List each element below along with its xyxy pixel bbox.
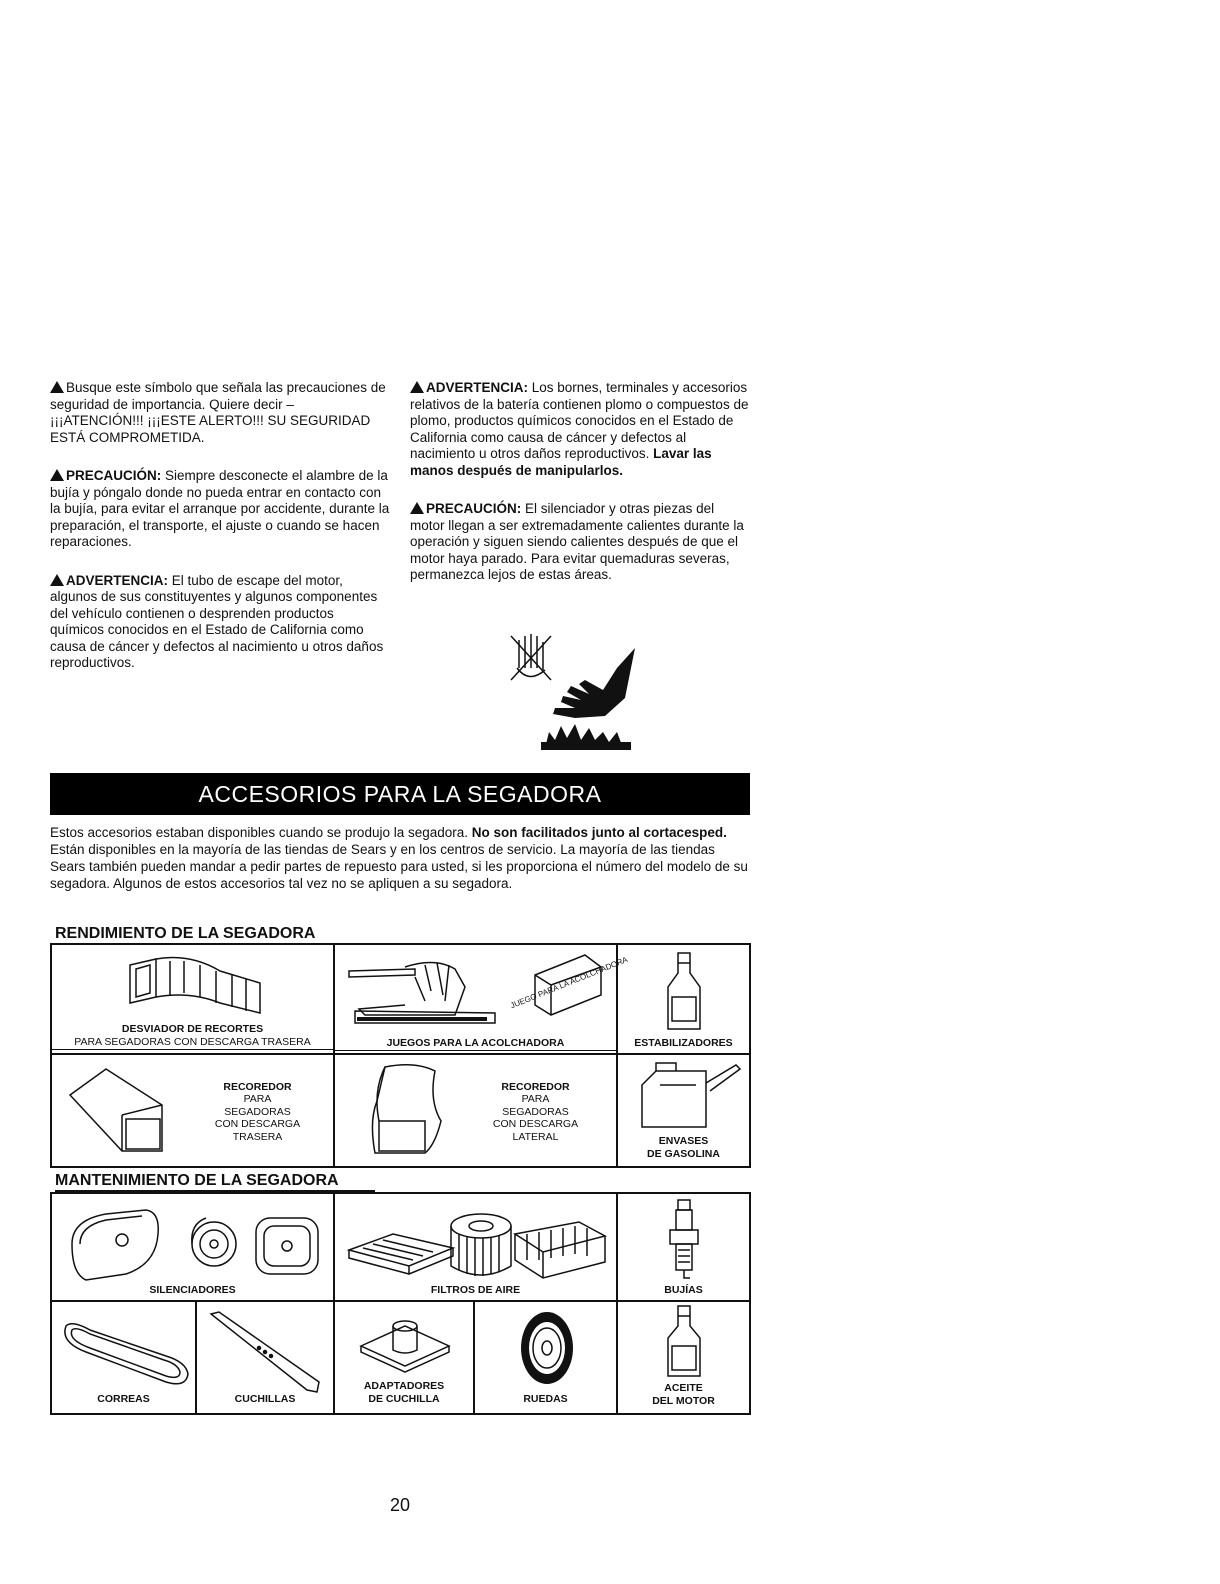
wheel-icon	[517, 1308, 577, 1388]
rear-bagger-label-2: PARA	[243, 1093, 272, 1105]
accessories-intro: Estos accesorios estaban disponibles cuando se produjo la segadora. No son facilitados junto al cortacesped. Están disponibles en la mayoría de las tiendas de Sears y en los centros de servicio. La mayoría de las tiendas Sears también pueden mandar a pedir partes de repuesto para usted, si les proporciona el número del modelo de su segadora. Algunos de estos accesorios tal vez no se apliquen a su segadora.	[50, 825, 748, 891]
maintenance-grid	[50, 1192, 751, 1415]
deflector-label-1: DESVIADOR DE RECORTES	[121, 1023, 264, 1035]
rear-bagger-label-1: RECOREDOR	[223, 1081, 292, 1093]
cell-mulching-kit	[335, 945, 630, 1055]
gas-cans-label-2: DE GASOLINA	[647, 1148, 720, 1160]
warning-triangle-icon	[410, 381, 424, 393]
rear-bagger-icon	[66, 1065, 186, 1157]
gas-can-icon	[636, 1059, 746, 1131]
deflector-icon	[120, 951, 270, 1019]
side-bagger-icon	[365, 1061, 455, 1159]
warning-triangle-icon	[50, 381, 64, 393]
maintenance-section-title: MANTENIMIENTO DE LA SEGADORA	[55, 1172, 375, 1192]
performance-grid	[50, 943, 751, 1168]
warning-triangle-icon	[50, 469, 64, 481]
caution-spark-plug: PRECAUCIÓN: Siempre desconecte el alambre de la bujía y póngalo donde no pueda entrar en contacto con la bujía, para evitar el arranque por accidente, durante la preparación, el transporte, el ajuste o cuando se hacen reparaciones.	[50, 468, 390, 549]
blade-adapter-icon	[357, 1310, 453, 1374]
blade-adapters-label-2: DE CUCHILLA	[368, 1393, 440, 1405]
blades-label: CUCHILLAS	[234, 1393, 296, 1405]
stabilizers-label: ESTABILIZADORES	[634, 1037, 733, 1049]
mulch-kit-underline	[335, 1050, 616, 1051]
engine-oil-label-1: ACEITE	[664, 1382, 703, 1394]
cell-air-filters	[335, 1194, 618, 1302]
rear-bagger-label-4: CON DESCARGA	[214, 1118, 301, 1130]
blade-icon	[207, 1308, 327, 1394]
warning-triangle-icon	[410, 502, 424, 514]
cell-clipping-deflector	[52, 945, 335, 1055]
safety-symbol-note: Busque este símbolo que señala las precauciones de seguridad de importancia. Quiere decir – ¡¡¡ATENCIÓN!!! ¡¡¡ESTE ALERTO!!! SU SEGURIDAD ESTÁ COMPROMETIDA.	[50, 380, 386, 445]
mulch-kit-label: JUEGOS PARA LA ACOLCHADORA	[386, 1037, 565, 1049]
belt-icon	[56, 1312, 192, 1392]
mufflers-label: SILENCIADORES	[149, 1284, 236, 1296]
accessories-title: ACCESORIOS PARA LA SEGADORA	[198, 781, 602, 807]
mulch-box-label: JUEGO PARA LA ACOLCHADORA	[509, 954, 630, 1011]
side-bagger-label-1: RECOREDOR	[501, 1081, 570, 1093]
safety-left-column	[50, 380, 390, 694]
cell-stabilizers	[618, 945, 749, 1055]
warning-battery: ADVERTENCIA: Los bornes, terminales y accesorios relativos de la batería contienen plomo o compuestos de plomo, productos químicos conocidos en el Estado de California como causa de cáncer y defectos al nacimiento u otros daños reproductivos. Lavar las manos después de manipularlos.	[410, 380, 749, 478]
belts-label: CORREAS	[97, 1393, 150, 1405]
safety-right-column	[410, 380, 750, 606]
cell-rear-bagger	[52, 1055, 335, 1166]
cell-mufflers	[52, 1194, 335, 1302]
cell-side-bagger	[335, 1055, 618, 1166]
wheels-label: RUEDAS	[523, 1393, 568, 1405]
cell-engine-oil	[618, 1302, 749, 1413]
spark-plugs-label: BUJÍAS	[664, 1284, 703, 1296]
mulching-kit-icon	[345, 951, 630, 1031]
blade-adapters-label-1: ADAPTADORES	[363, 1380, 445, 1392]
warning-exhaust: ADVERTENCIA: El tubo de escape del motor, algunos de sus constituyentes y algunos componentes del vehículo contienen o desprenden productos químicos conocidos en el Estado de California como causa de cáncer y defectos al nacimiento u otros daños reproductivos.	[50, 572, 384, 670]
side-bagger-label-5: LATERAL	[512, 1131, 559, 1143]
deflector-label-2: PARA SEGADORAS CON DESCARGA TRASERA	[74, 1036, 311, 1048]
performance-section-title: RENDIMIENTO DE LA SEGADORA	[55, 925, 350, 945]
mufflers-icon	[66, 1204, 326, 1284]
warning-triangle-icon	[50, 574, 64, 586]
gas-cans-label-1: ENVASES	[658, 1135, 709, 1147]
hot-surface-hand-icon	[505, 628, 645, 750]
side-bagger-label-4: CON DESCARGA	[492, 1118, 579, 1130]
rear-bagger-label-3: SEGADORAS	[224, 1106, 291, 1118]
stabilizer-bottle-icon	[662, 951, 706, 1033]
cell-belts	[52, 1302, 197, 1413]
deflector-underline	[52, 1049, 333, 1050]
oil-bottle-icon	[662, 1304, 706, 1380]
cell-gas-cans	[618, 1055, 749, 1166]
side-bagger-label-3: SEGADORAS	[502, 1106, 569, 1118]
air-filters-label: FILTROS DE AIRE	[430, 1284, 521, 1296]
page-number: 20	[390, 1495, 411, 1515]
spark-plug-icon	[666, 1198, 702, 1280]
cell-blades	[197, 1302, 335, 1413]
cell-wheels	[475, 1302, 618, 1413]
cell-blade-adapters	[335, 1302, 475, 1413]
engine-oil-label-2: DEL MOTOR	[652, 1395, 715, 1407]
cell-spark-plugs	[618, 1194, 749, 1302]
air-filters-icon	[343, 1204, 611, 1284]
side-bagger-label-2: PARA	[521, 1093, 550, 1105]
rear-bagger-label-5: TRASERA	[232, 1131, 283, 1143]
caution-muffler: PRECAUCIÓN: El silenciador y otras piezas del motor llegan a ser extremadamente calientes durante la operación y siguen siendo calientes después de que el motor haya parado. Para evitar quemaduras severas, permanezca lejos de estas áreas.	[410, 501, 744, 582]
accessories-banner	[50, 773, 750, 815]
